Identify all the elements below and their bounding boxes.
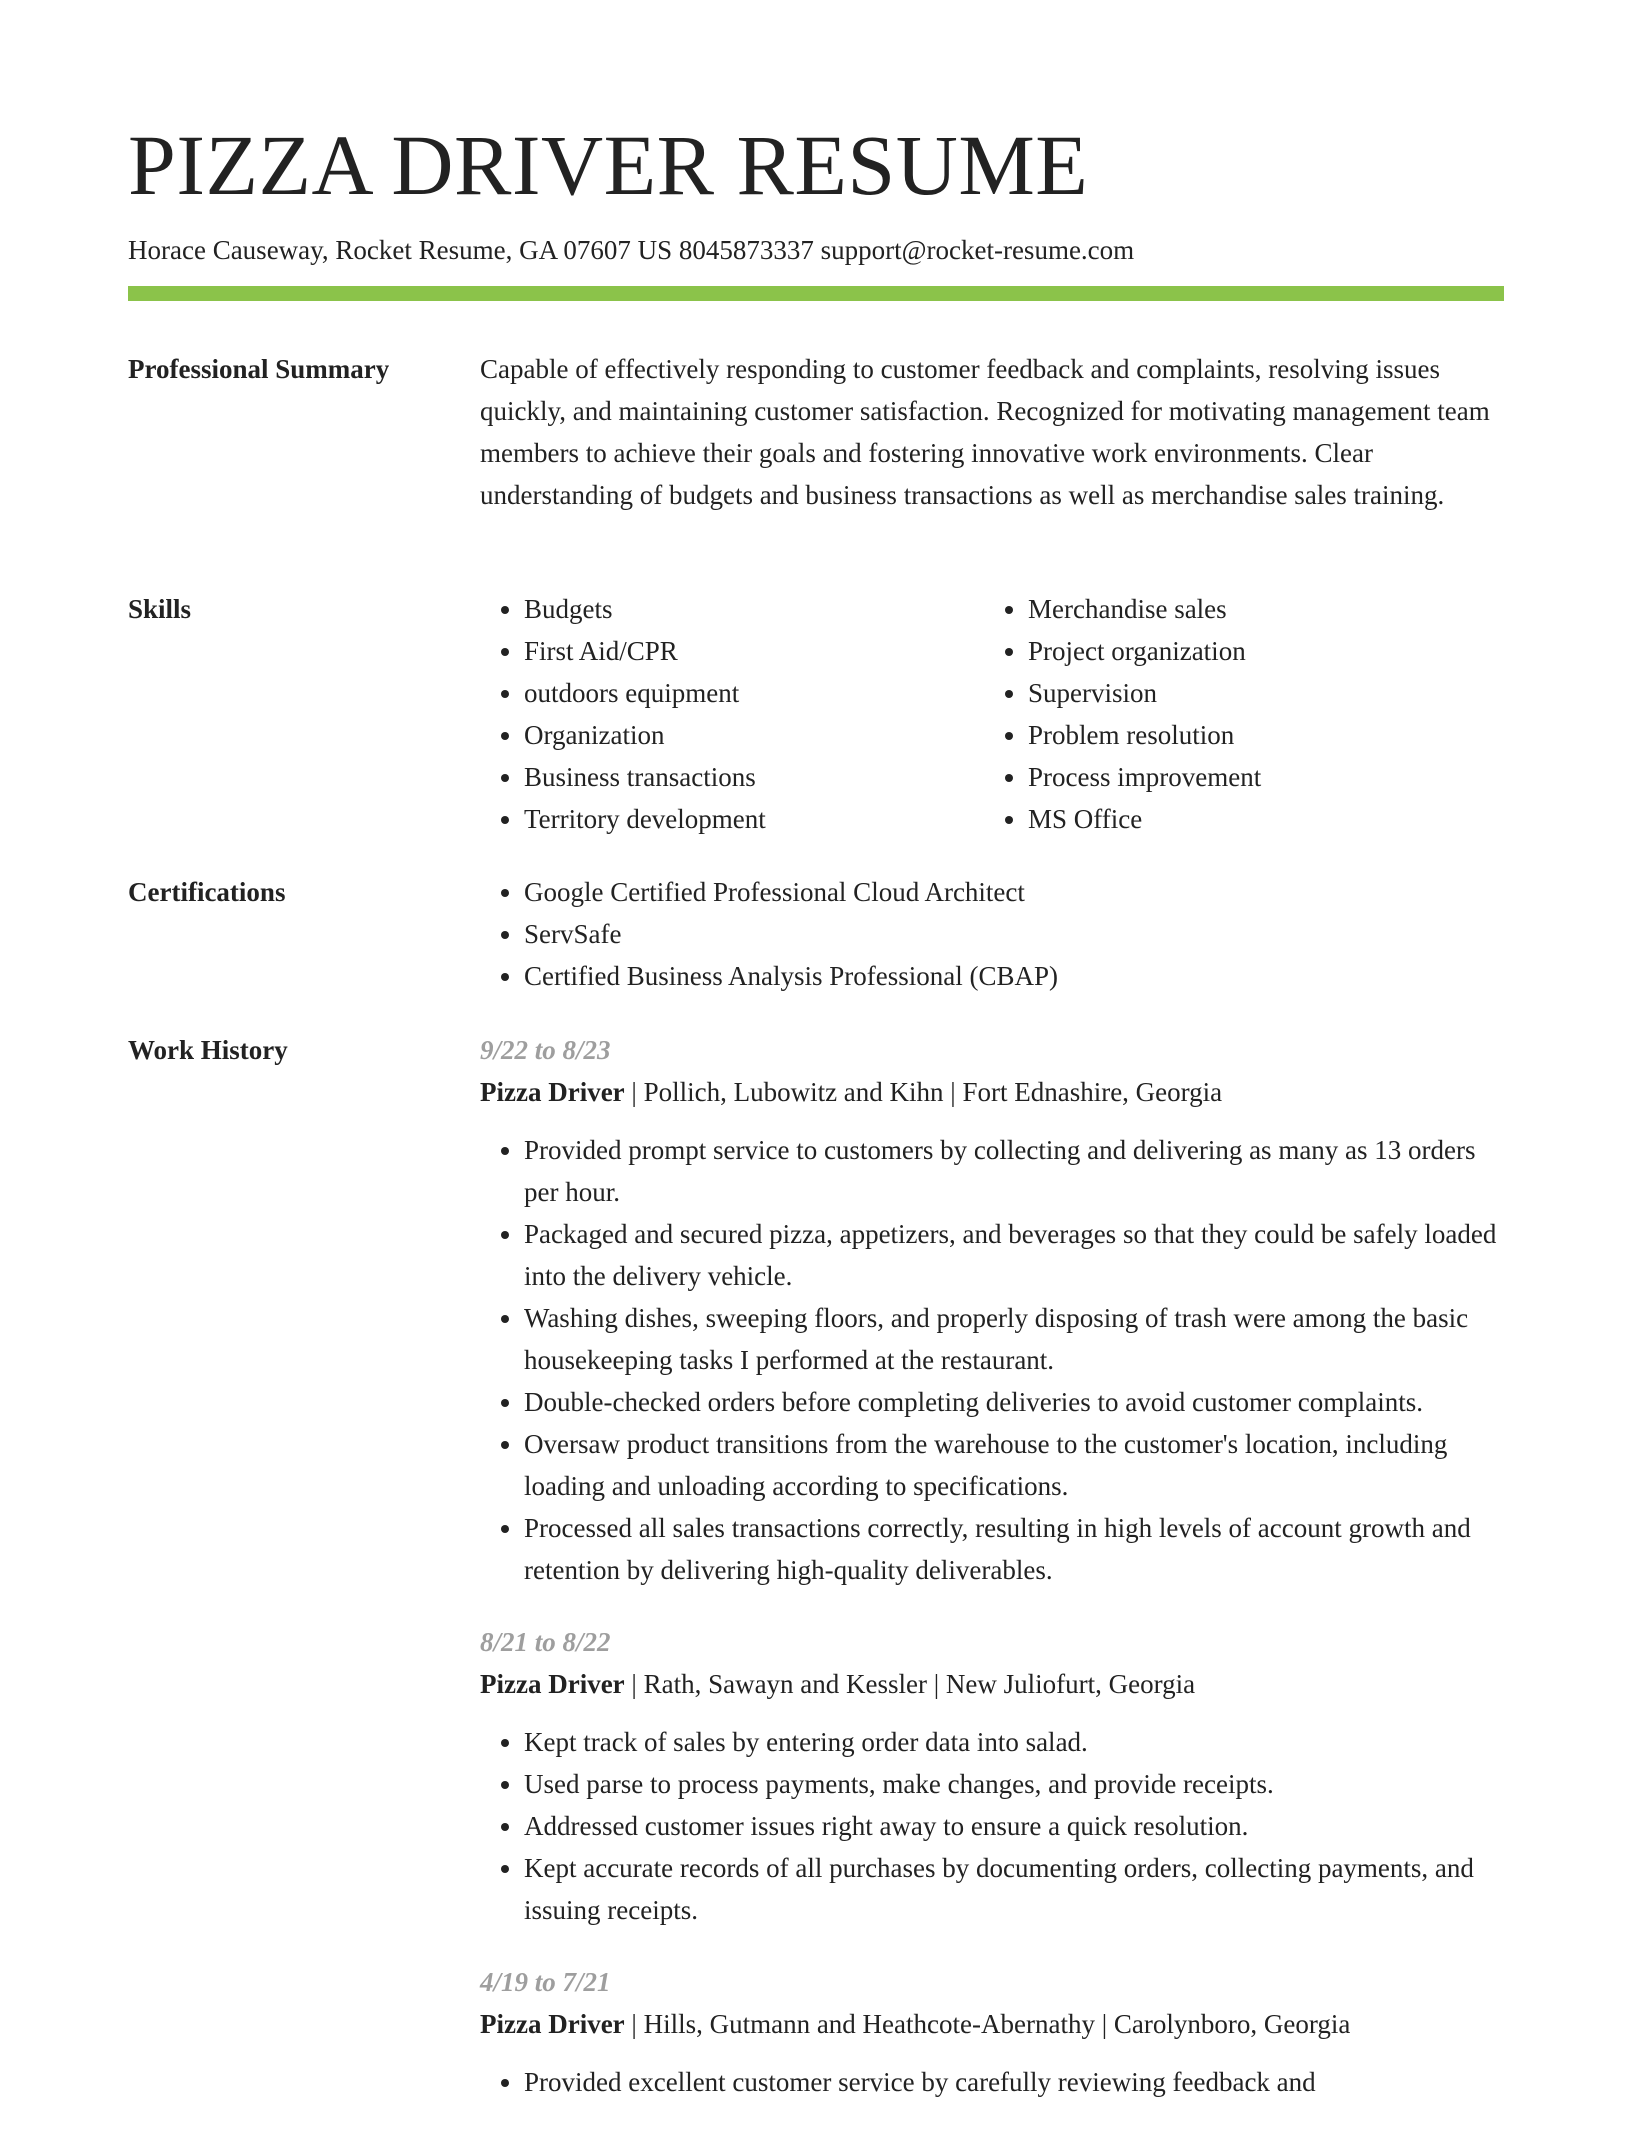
job-entry (480, 1621, 1504, 1931)
job-dates: 9/22 to 8/23 (480, 1035, 611, 1065)
separator: | (631, 2009, 637, 2039)
job-bullet: • Processed all sales transactions correctly, resulting in high levels of account growth and retention by delivering high-quality deliverables. (524, 1507, 1504, 1591)
job-bullet: • Addressed customer issues right away to ensure a quick resolution. (524, 1805, 1504, 1847)
job-location: Fort Ednashire, Georgia (962, 1077, 1223, 1107)
job-location: New Juliofurt, Georgia (945, 1669, 1196, 1699)
job-bullet: • Washing dishes, sweeping floors, and properly disposing of trash were among the basic housekeeping tasks I performed at the restaurant. (524, 1297, 1504, 1381)
skills-column-left (480, 588, 984, 840)
separator: | (933, 1669, 940, 1699)
skills-column-right (984, 588, 1488, 840)
accent-divider (128, 286, 1504, 301)
summary-label: Professional Summary (128, 354, 390, 384)
skill-item: • Territory development (524, 798, 984, 840)
job-heading (480, 1071, 1504, 1113)
job-title: Pizza Driver (480, 1077, 625, 1107)
job-bullet: • Kept track of sales by entering order data into salad. (524, 1721, 1504, 1763)
resume-title: PIZZA DRIVER RESUME (128, 117, 1089, 213)
job-heading (480, 2003, 1504, 2045)
skill-item: • outdoors equipment (524, 672, 984, 714)
job-bullet: • Provided excellent customer service by carefully reviewing feedback and (524, 2061, 1504, 2103)
job-entry (480, 1961, 1504, 2103)
contact-line: Horace Causeway, Rocket Resume, GA 07607 US 8045873337 support@rocket-resume.com (128, 235, 1135, 265)
skills-body (480, 588, 1504, 840)
summary-body (480, 348, 1504, 516)
job-bullet: • Kept accurate records of all purchases by documenting orders, collecting payments, and issuing receipts. (524, 1847, 1504, 1931)
skill-item: • Organization (524, 714, 984, 756)
job-title: Pizza Driver (480, 2009, 625, 2039)
skill-item: • Budgets (524, 588, 984, 630)
job-heading (480, 1663, 1504, 1705)
job-bullet: • Double-checked orders before completing deliveries to avoid customer complaints. (524, 1381, 1504, 1423)
job-company: Pollich, Lubowitz and Kihn (643, 1077, 944, 1107)
separator: | (1101, 2009, 1108, 2039)
job-entry (480, 1029, 1504, 1591)
skills-label: Skills (128, 594, 192, 624)
certifications-body (480, 871, 1504, 997)
work-history-body (480, 1029, 1504, 2133)
job-company: Rath, Sawayn and Kessler (643, 1669, 928, 1699)
job-bullet: • Oversaw product transitions from the warehouse to the customer's location, including loading and unloading according to specifications. (524, 1423, 1504, 1507)
summary-text: Capable of effectively responding to customer feedback and complaints, resolving issues quickly, and maintaining customer satisfaction. Recognized for motivating management team members to achieve their goals and fostering innovative work environments. Clear understanding of budgets and business transactions as well as merchandise sales training. (480, 354, 1490, 510)
certification-item: • ServSafe (524, 913, 1504, 955)
job-location: Carolynboro, Georgia (1113, 2009, 1351, 2039)
skill-item: • First Aid/CPR (524, 630, 984, 672)
skill-item: • Project organization (1028, 630, 1488, 672)
job-title: Pizza Driver (480, 1669, 625, 1699)
skill-item: • Business transactions (524, 756, 984, 798)
certification-item: • Google Certified Professional Cloud Architect (524, 871, 1504, 913)
job-bullet: • Packaged and secured pizza, appetizers, and beverages so that they could be safely loaded into the delivery vehicle. (524, 1213, 1504, 1297)
skill-item: • MS Office (1028, 798, 1488, 840)
skill-item: • Process improvement (1028, 756, 1488, 798)
separator: | (950, 1077, 956, 1107)
job-bullet: • Used parse to process payments, make changes, and provide receipts. (524, 1763, 1504, 1805)
skill-item: • Supervision (1028, 672, 1488, 714)
work-history-label: Work History (128, 1035, 288, 1065)
skill-item: • Merchandise sales (1028, 588, 1488, 630)
certifications-label: Certifications (128, 877, 286, 907)
skill-item: • Problem resolution (1028, 714, 1488, 756)
job-dates: 8/21 to 8/22 (480, 1627, 611, 1657)
job-bullet: • Provided prompt service to customers by collecting and delivering as many as 13 orders per hour. (524, 1129, 1504, 1213)
job-dates: 4/19 to 7/21 (480, 1967, 611, 1997)
certification-item: • Certified Business Analysis Professional (CBAP) (524, 955, 1504, 997)
job-company: Hills, Gutmann and Heathcote-Abernathy (643, 2009, 1095, 2039)
separator: | (631, 1077, 637, 1107)
separator: | (631, 1669, 637, 1699)
